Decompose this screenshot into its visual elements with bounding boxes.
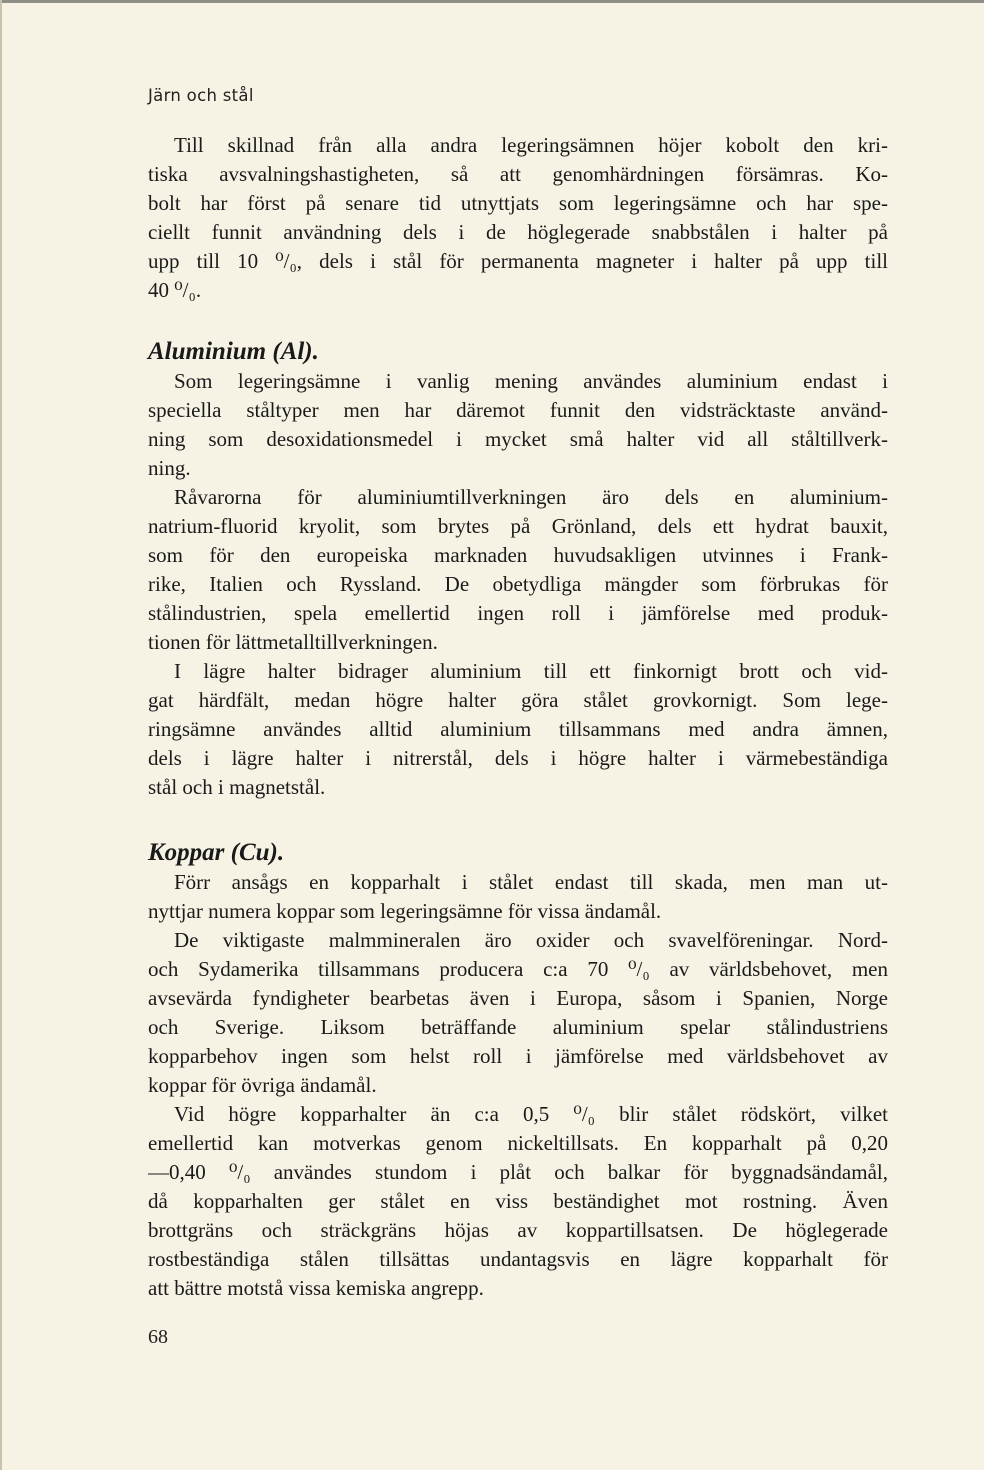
text-line: och Sverige. Liksom beträffande aluminium spelar stålindustriens xyxy=(148,1015,888,1039)
text-line: dels i lägre halter i nitrerstål, dels i högre halter i värmebeständiga xyxy=(148,746,888,770)
text-line: Vid högre kopparhalter än c:a 0,5 ⁰/₀ blir stålet rödskört, vilket xyxy=(174,1102,888,1126)
text-line: bolt har först på senare tid utnyttjats som legeringsämne och har spe- xyxy=(148,191,888,215)
text-line: ning som desoxidationsmedel i mycket små halter vid all ståltillverk- xyxy=(148,427,888,451)
text-line: Förr ansågs en kopparhalt i stålet endast till skada, men man ut- xyxy=(174,870,888,894)
text-line: stål och i magnetstål. xyxy=(148,775,326,799)
page-number: 68 xyxy=(148,1326,168,1348)
text-line: tiska avsvalningshastigheten, så att genomhärdningen försämras. Ko- xyxy=(148,162,888,186)
paragraph-koppar-1 xyxy=(148,868,888,926)
text-line: då kopparhalten ger stålet en viss beständighet mot rostning. Även xyxy=(148,1189,888,1213)
text-line: Till skillnad från alla andra legeringsämnen höjer kobolt den kri- xyxy=(174,133,888,157)
paragraph-koppar-3 xyxy=(148,1100,888,1303)
text-line: Råvarorna för aluminiumtillverkningen äro dels en aluminium- xyxy=(174,485,888,509)
paragraph-kobolt xyxy=(148,131,888,305)
running-header: Järn och stål xyxy=(148,86,254,105)
text-line: rike, Italien och Ryssland. De obetydliga mängder som förbrukas för xyxy=(148,572,888,596)
text-line: att bättre motstå vissa kemiska angrepp. xyxy=(148,1276,484,1300)
paragraph-aluminium-2 xyxy=(148,483,888,657)
page-top-edge xyxy=(0,0,984,3)
text-line: och Sydamerika tillsammans producera c:a 70 ⁰/₀ av världsbehovet, men xyxy=(148,957,888,981)
text-line: stålindustrien, spela emellertid ingen roll i jämförelse med produk- xyxy=(148,601,888,625)
text-line: upp till 10 ⁰/₀, dels i stål för permanenta magneter i halter på upp till xyxy=(148,249,888,273)
text-line: som för den europeiska marknaden huvudsakligen utvinnes i Frank- xyxy=(148,543,888,567)
text-line: rostbeständiga stålen tillsättas undantagsvis en lägre kopparhalt för xyxy=(148,1247,888,1271)
body-text xyxy=(148,131,888,1303)
text-line: tionen för lättmetalltillverkningen. xyxy=(148,630,438,654)
text-line: I lägre halter bidrager aluminium till ett finkornigt brott och vid- xyxy=(174,659,888,683)
paragraph-koppar-2 xyxy=(148,926,888,1100)
text-line: natrium-fluorid kryolit, som brytes på Grönland, dels ett hydrat bauxit, xyxy=(148,514,888,538)
text-line: gat härdfält, medan högre halter göra stålet grovkornigt. Som lege- xyxy=(148,688,888,712)
text-line: —0,40 ⁰/₀ användes stundom i plåt och balkar för byggnadsändamål, xyxy=(148,1160,888,1184)
text-line: avsevärda fyndigheter bearbetas även i Europa, såsom i Spanien, Norge xyxy=(148,986,888,1010)
section-heading-koppar: Koppar (Cu). xyxy=(148,839,285,866)
text-line: 40 ⁰/₀. xyxy=(148,278,202,302)
text-line: ning. xyxy=(148,456,191,480)
page-left-edge xyxy=(0,0,2,1470)
text-line: nyttjar numera koppar som legeringsämne för vissa ändamål. xyxy=(148,899,662,923)
text-line: brottgräns och sträckgräns höjas av koppartillsatsen. De höglegerade xyxy=(148,1218,888,1242)
text-line: speciella ståltyper men har däremot funnit den vidsträcktaste använd- xyxy=(148,398,888,422)
text-line: koppar för övriga ändamål. xyxy=(148,1073,377,1097)
text-line: De viktigaste malmmineralen äro oxider och svavelföreningar. Nord- xyxy=(174,928,888,952)
paragraph-aluminium-3 xyxy=(148,657,888,802)
text-line: Som legeringsämne i vanlig mening användes aluminium endast i xyxy=(174,369,888,393)
text-line: ringsämne användes alltid aluminium tillsammans med andra ämnen, xyxy=(148,717,888,741)
text-line: emellertid kan motverkas genom nickeltillsats. En kopparhalt på 0,20 xyxy=(148,1131,888,1155)
section-heading-aluminium: Aluminium (Al). xyxy=(148,338,319,365)
text-line: kopparbehov ingen som helst roll i jämförelse med världsbehovet av xyxy=(148,1044,888,1068)
paragraph-aluminium-1 xyxy=(148,367,888,483)
text-line: ciellt funnit användning dels i de höglegerade snabbstålen i halter på xyxy=(148,220,888,244)
